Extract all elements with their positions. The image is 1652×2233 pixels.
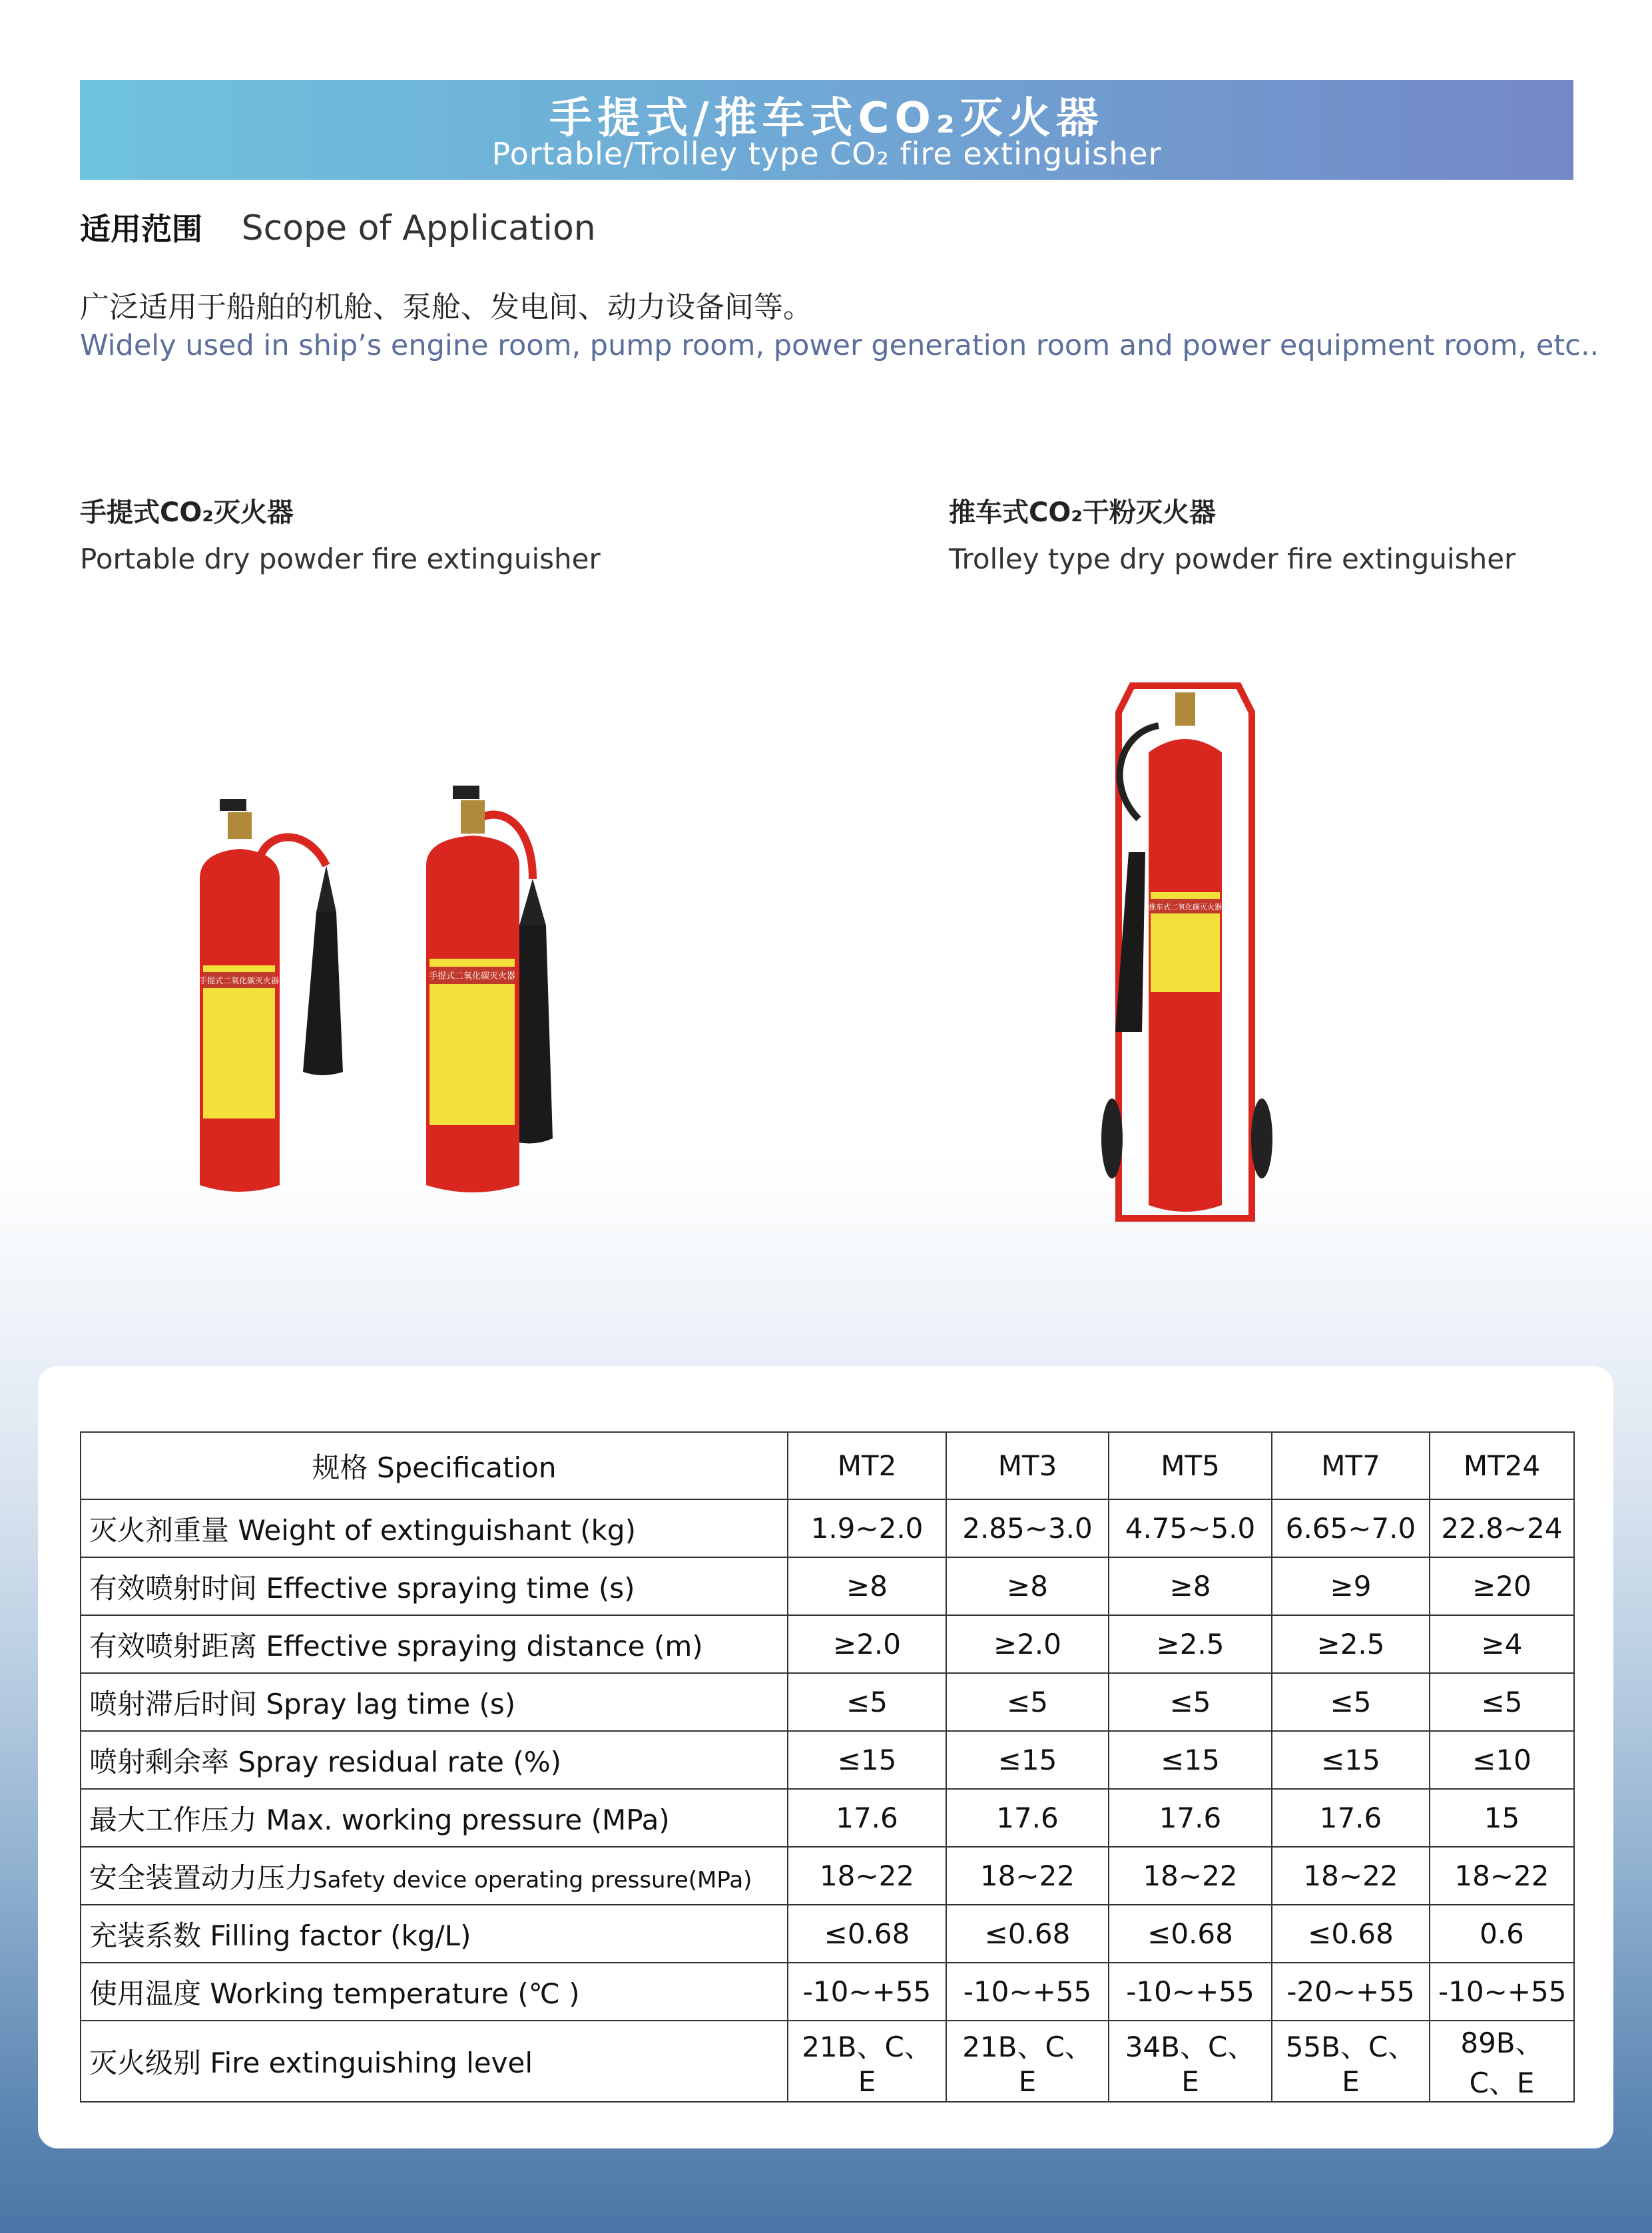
trolley-extinguisher-image — [1092, 672, 1292, 1238]
table-cell: 2.85~3.0 — [946, 1499, 1109, 1557]
scope-heading — [80, 205, 596, 249]
row-label-cn: 安全装置动力压力 — [89, 1861, 314, 1894]
table-cell: 89B、C、E — [1430, 2021, 1574, 2102]
label-text-large: 手提式二氧化碳灭火器 — [428, 971, 516, 981]
table-row — [81, 1905, 1574, 1963]
table-cell: 6.65~7.0 — [1272, 1499, 1430, 1557]
page-title: 手提式/推车式CO₂灭火器 — [549, 94, 1104, 143]
scope-heading-cn: 适用范围 — [80, 211, 202, 247]
table-cell: 4.75~5.0 — [1109, 1499, 1272, 1557]
scope-text-en: Widely used in ship’s engine room, pump room, power generation room and power equipment room, etc.. — [80, 329, 1599, 362]
table-cell: -20~+55 — [1272, 1963, 1430, 2021]
table-cell: ≤0.68 — [788, 1905, 946, 1963]
table-cell: -10~+55 — [1430, 1963, 1574, 2021]
table-cell: 21B、C、E — [788, 2021, 946, 2102]
column-header: 规格 Specification — [81, 1432, 788, 1499]
table-cell: ≥2.0 — [788, 1615, 946, 1673]
table-cell: ≥8 — [1109, 1557, 1272, 1615]
table-cell: 18~22 — [1430, 1847, 1574, 1905]
row-label: 有效喷射距离 Effective spraying distance (m) — [81, 1615, 788, 1673]
table-row — [81, 1731, 1574, 1789]
table-cell: 17.6 — [1109, 1789, 1272, 1847]
row-label: 有效喷射时间 Effective spraying time (s) — [81, 1557, 788, 1615]
table-cell: ≥2.5 — [1109, 1615, 1272, 1673]
table-cell: -10~+55 — [1109, 1963, 1272, 2021]
table-cell: ≥9 — [1272, 1557, 1430, 1615]
trolley-caption-cn: 推车式CO₂干粉灭火器 — [949, 497, 1216, 528]
table-cell: -10~+55 — [788, 1963, 946, 2021]
table-cell: -10~+55 — [946, 1963, 1109, 2021]
row-label: 喷射剩余率 Spray residual rate (%) — [81, 1731, 788, 1789]
table-cell: ≤0.68 — [946, 1905, 1109, 1963]
table-cell: ≤5 — [1430, 1673, 1574, 1731]
row-label: 使用温度 Working temperature (℃ ) — [81, 1963, 788, 2021]
table-row — [81, 2021, 1574, 2102]
table-cell: ≤0.68 — [1109, 1905, 1272, 1963]
table-row — [81, 1673, 1574, 1731]
table-cell: 55B、C、E — [1272, 2021, 1430, 2102]
column-header: MT3 — [946, 1432, 1109, 1499]
table-row — [81, 1963, 1574, 2021]
table-cell: ≥8 — [946, 1557, 1109, 1615]
table-cell: ≥20 — [1430, 1557, 1574, 1615]
portable-caption-en: Portable dry powder fire extinguisher — [80, 543, 601, 575]
table-cell: ≤15 — [1109, 1731, 1272, 1789]
table-row — [81, 1789, 1574, 1847]
table-cell: ≤5 — [788, 1673, 946, 1731]
table-cell: ≤15 — [1272, 1731, 1430, 1789]
scope-heading-en: Scope of Application — [241, 208, 596, 248]
table-cell: 18~22 — [1109, 1847, 1272, 1905]
page-subtitle: Portable/Trolley type CO₂ fire extinguisher — [491, 136, 1162, 172]
table-cell: 1.9~2.0 — [788, 1499, 946, 1557]
table-cell: 18~22 — [1272, 1847, 1430, 1905]
table-cell: 18~22 — [788, 1847, 946, 1905]
table-cell: ≤5 — [946, 1673, 1109, 1731]
label-text-trolley: 推车式二氧化碳灭火器 — [1149, 903, 1222, 911]
column-header: MT2 — [788, 1432, 946, 1499]
table-cell: ≤0.68 — [1272, 1905, 1430, 1963]
extinguisher-large — [426, 786, 553, 1192]
table-header-row — [81, 1432, 1574, 1499]
header-banner — [80, 80, 1573, 180]
row-label: 灭火级别 Fire extinguishing level — [81, 2021, 788, 2102]
table-row — [81, 1557, 1574, 1615]
table-cell: ≤5 — [1109, 1673, 1272, 1731]
table-row — [81, 1499, 1574, 1557]
row-label: 灭火剂重量 Weight of extinguishant (kg) — [81, 1499, 788, 1557]
table-cell: 22.8~24 — [1430, 1499, 1574, 1557]
column-header: MT24 — [1430, 1432, 1574, 1499]
table-cell: ≤5 — [1272, 1673, 1430, 1731]
extinguisher-small — [199, 799, 343, 1192]
row-label: 喷射滞后时间 Spray lag time (s) — [81, 1673, 788, 1731]
portable-caption — [80, 491, 601, 575]
table-cell: 34B、C、E — [1109, 2021, 1272, 2102]
row-label: 最大工作压力 Max. working pressure (MPa) — [81, 1789, 788, 1847]
table-cell: 0.6 — [1430, 1905, 1574, 1963]
row-label — [81, 1847, 788, 1905]
table-cell: ≤15 — [788, 1731, 946, 1789]
table-cell: 17.6 — [788, 1789, 946, 1847]
trolley-caption-en: Trolley type dry powder fire extinguisher — [949, 543, 1516, 575]
table-cell: ≤10 — [1430, 1731, 1574, 1789]
table-cell: 17.6 — [946, 1789, 1109, 1847]
table-cell: 15 — [1430, 1789, 1574, 1847]
table-cell: 21B、C、E — [946, 2021, 1109, 2102]
column-header: MT5 — [1109, 1432, 1272, 1499]
table-cell: 17.6 — [1272, 1789, 1430, 1847]
table-row — [81, 1615, 1574, 1673]
trolley-caption — [949, 491, 1515, 575]
table-row — [81, 1847, 1574, 1905]
column-header: MT7 — [1272, 1432, 1430, 1499]
table-cell: 18~22 — [946, 1847, 1109, 1905]
table-cell: ≥2.0 — [946, 1615, 1109, 1673]
table-cell: ≥8 — [788, 1557, 946, 1615]
spec-table — [80, 1431, 1575, 2103]
row-label: 充装系数 Filling factor (kg/L) — [81, 1905, 788, 1963]
table-cell: ≥2.5 — [1272, 1615, 1430, 1673]
portable-extinguishers-image — [173, 786, 599, 1205]
portable-caption-cn: 手提式CO₂灭火器 — [80, 497, 294, 528]
table-cell: ≤15 — [946, 1731, 1109, 1789]
row-label-en: Safety device operating pressure(MPa) — [313, 1866, 752, 1893]
table-cell: ≥4 — [1430, 1615, 1574, 1673]
scope-text-cn: 广泛适用于船舶的机舱、泵舱、发电间、动力设备间等。 — [80, 290, 812, 324]
label-text-small: 手提式二氧化碳灭火器 — [198, 976, 280, 985]
